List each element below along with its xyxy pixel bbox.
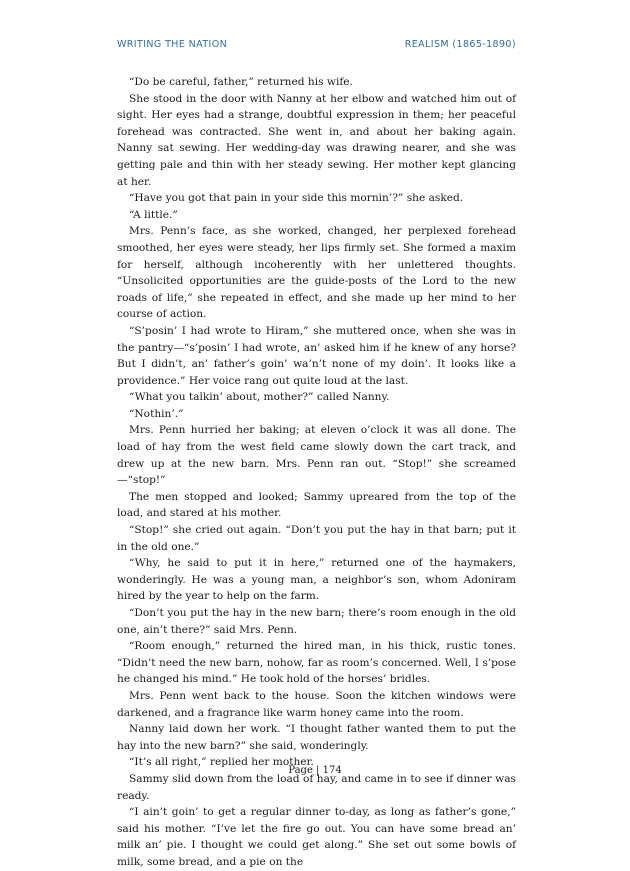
header-right: REALISM (1865-1890): [404, 39, 516, 50]
paragraph: Mrs. Penn went back to the house. Soon the kitchen windows were darkened, and a fragrance like warm honey came into the room.: [117, 689, 516, 719]
paragraph: “Stop!” she cried out again. “Don’t you put the hay in that barn; put it in the old one.”: [117, 524, 516, 553]
body-text: [117, 74, 516, 871]
paragraph: The men stopped and looked; Sammy upreared from the top of the load, and stared at his mother.: [117, 490, 516, 520]
paragraph: Nanny laid down her work. “I thought father wanted them to put the hay into the new barn?” she said, wonderingly.: [117, 723, 516, 752]
header-left: WRITING THE NATION: [117, 39, 228, 50]
paragraph: “S’posin’ I had wrote to Hiram,” she muttered once, when she was in the pantry—“s’posin’ I had wrote, an’ asked him if he knew of any horse? But I didn’t, an’ father’s goin’ wa’n’t none of my doin’. It looks like a providence.” Her voice rang out quite loud at the last.: [117, 324, 516, 387]
paragraph: “Why, he said to put it in here,” returned one of the haymakers, wonderingly. He was a young man, a neighbor’s son, whom Adoniram hired by the year to help on the farm.: [117, 557, 516, 603]
paragraph: “Do be careful, father,” returned his wife.: [129, 76, 353, 88]
paragraph: “Nothin’.”: [129, 407, 184, 420]
paragraph: “A little.”: [129, 208, 178, 221]
paragraph: “Room enough,” returned the hired man, in his thick, rustic tones. “Didn’t need the new barn, nohow, far as room’s concerned. Well, I s’pose he changed his mind.” He took hold of the horses’ bridles.: [117, 640, 516, 686]
paragraph: “It’s all right,” replied her mother.: [129, 756, 314, 769]
paragraph: “Don’t you put the hay in the new barn; there’s room enough in the old one, ain’t there?” said Mrs. Penn.: [117, 607, 516, 636]
running-header: [117, 39, 516, 55]
paragraph: She stood in the door with Nanny at her elbow and watched him out of sight. Her eyes had a strange, doubtful expression in them; her peaceful forehead was contracted. She went in, and about her baking again. Nanny sat sewing. Her wedding-day was drawing nearer, and she was getting pale and thin with her steady sewing. Her mother kept glancing at her.: [117, 92, 516, 188]
paragraph: Sammy slid down from the load of hay, and came in to see if dinner was ready.: [117, 772, 516, 802]
paragraph: “Have you got that pain in your side this mornin’?” she asked.: [129, 192, 464, 205]
paragraph: “What you talkin’ about, mother?” called Nanny.: [129, 391, 390, 404]
paragraph: Mrs. Penn’s face, as she worked, changed, her perplexed forehead smoothed, her eyes were steady, her lips firmly set. She formed a maxim for herself, although incoherently with her unlettered thoughts. “Unsolicited opportunities are the guide-posts of the Lord to the new roads of life,” she repeated in effect, and she made up her mind to her course of action.: [117, 225, 516, 321]
page-number: Page | 174: [288, 765, 342, 776]
paragraph: “I ain’t goin’ to get a regular dinner to-day, as long as father’s gone,” said his mother. “I’ve let the fire go out. You can have some bread an’ milk an’ pie. I thought we could get along.” She set out some bowls of milk, some bread, and a pie on the: [117, 806, 516, 868]
paragraph: Mrs. Penn hurried her baking; at eleven o’clock it was all done. The load of hay from the west field came slowly down the cart track, and drew up at the new barn. Mrs. Penn ran out. “Stop!” she screamed—“stop!”: [117, 424, 516, 487]
